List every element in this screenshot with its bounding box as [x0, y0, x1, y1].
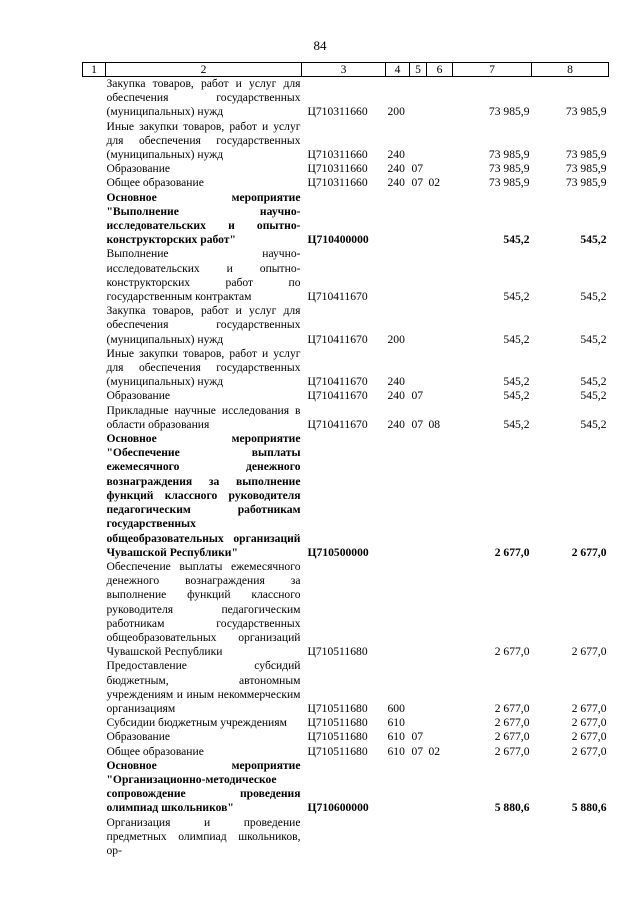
- table-row: [83, 162, 609, 176]
- row-name: Прикладные научные исследования в области образования: [106, 403, 301, 431]
- row-pr: [427, 347, 453, 390]
- row-name: Основное мероприятие "Обеспечение выплаты ежемесячного денежного вознаграждения за выполнение функций классного руководителя педагогическим работникам государственных общеобразовательных организаций Чувашской Республики": [106, 432, 301, 559]
- row-code: Ц710311660: [307, 148, 368, 162]
- row-code: Ц710511680: [307, 730, 368, 744]
- row-vr: 200: [387, 332, 405, 346]
- row-amount-7: 2 677,0: [494, 716, 530, 730]
- row-code: Ц710311660: [307, 105, 368, 119]
- row-amount-7: 2 677,0: [494, 701, 530, 715]
- row-vr: 240: [387, 375, 405, 389]
- row-num-cell: [83, 659, 106, 716]
- table-row: [83, 560, 609, 659]
- row-code: Ц710411670: [307, 332, 368, 346]
- row-vr: [386, 759, 410, 816]
- row-amount-7: 545,2: [503, 389, 530, 403]
- row-code: Ц710411670: [307, 389, 368, 403]
- row-pr: [427, 191, 453, 248]
- row-rz: [410, 120, 427, 163]
- row-num-cell: [83, 247, 106, 304]
- table-row: [83, 191, 609, 248]
- row-amount-7: 73 985,9: [488, 105, 530, 119]
- table-row: [83, 759, 609, 816]
- header-col-1: 1: [83, 63, 106, 77]
- row-amount-7: [453, 816, 532, 859]
- row-vr: 240: [387, 162, 405, 176]
- header-col-2: 2: [106, 63, 302, 77]
- table-row: [83, 716, 609, 730]
- row-amount-8: 73 985,9: [565, 162, 607, 176]
- row-vr: 600: [387, 701, 405, 715]
- row-rz: [410, 432, 427, 560]
- row-amount-8: 2 677,0: [571, 744, 607, 758]
- table-row: [83, 77, 609, 120]
- row-num-cell: [83, 730, 106, 744]
- row-name: Закупка товаров, работ и услуг для обеспечения государственных (муниципальных) нужд: [106, 304, 301, 346]
- row-pr: 02: [428, 176, 441, 190]
- row-pr: [427, 432, 453, 560]
- row-vr: 610: [387, 744, 405, 758]
- row-vr: 240: [387, 148, 405, 162]
- row-pr: [427, 560, 453, 659]
- header-col-5: 5: [410, 63, 427, 77]
- row-rz: [410, 77, 427, 120]
- row-vr: 200: [387, 105, 405, 119]
- row-num-cell: [83, 816, 106, 859]
- row-amount-8: 73 985,9: [565, 176, 607, 190]
- row-amount-8: 2 677,0: [571, 645, 607, 659]
- row-num-cell: [83, 716, 106, 730]
- row-code: Ц710411670: [307, 417, 368, 431]
- row-num-cell: [83, 347, 106, 390]
- row-amount-8: 2 677,0: [571, 716, 607, 730]
- row-pr: [427, 389, 453, 403]
- row-amount-7: 545,2: [503, 375, 530, 389]
- row-pr: [427, 759, 453, 816]
- row-amount-7: 545,2: [503, 290, 530, 304]
- header-col-7: 7: [453, 63, 532, 77]
- row-num-cell: [83, 191, 106, 248]
- row-rz: [410, 659, 427, 716]
- table-row: [83, 745, 609, 759]
- row-code: Ц710511680: [307, 645, 368, 659]
- row-amount-7: 5 880,6: [494, 801, 530, 815]
- table-row: [83, 176, 609, 190]
- row-rz: [410, 304, 427, 347]
- row-vr: 240: [387, 389, 405, 403]
- row-amount-7: 545,2: [503, 233, 530, 247]
- table-row: [83, 730, 609, 744]
- row-rz: 07: [411, 730, 424, 744]
- header-row: [83, 63, 609, 77]
- header-col-4: 4: [386, 63, 410, 77]
- row-amount-8: 545,2: [580, 417, 607, 431]
- row-amount-7: 73 985,9: [488, 176, 530, 190]
- row-code: Ц710411670: [307, 375, 368, 389]
- row-rz: [410, 191, 427, 248]
- header-col-3: 3: [302, 63, 386, 77]
- row-rz: 07: [411, 176, 424, 190]
- page-number: 84: [313, 38, 327, 53]
- row-name: Образование: [106, 730, 171, 744]
- row-num-cell: [83, 404, 106, 432]
- row-rz: [410, 759, 427, 816]
- header-col-8: 8: [532, 63, 609, 77]
- row-name: Общее образование: [106, 176, 204, 190]
- row-vr: [386, 816, 410, 859]
- row-name: Основное мероприятие "Выполнение научно-исследовательских и опытно-конструкторских работ": [106, 190, 301, 247]
- row-pr: [427, 730, 453, 744]
- row-rz: [410, 247, 427, 304]
- row-vr: [386, 247, 410, 304]
- table-row: [83, 347, 609, 390]
- row-rz: 07: [411, 744, 424, 758]
- row-vr: 240: [387, 176, 405, 190]
- row-amount-8: 545,2: [580, 389, 607, 403]
- row-vr: [386, 432, 410, 560]
- row-code: Ц710311660: [307, 162, 368, 176]
- row-num-cell: [83, 745, 106, 759]
- row-name: Основное мероприятие "Организационно-методическое сопровождение проведения олимпиад школьников": [106, 758, 301, 815]
- row-vr: [386, 560, 410, 659]
- row-num-cell: [83, 176, 106, 190]
- row-pr: [427, 659, 453, 716]
- row-name: Иные закупки товаров, работ и услуг для обеспечения государственных (муниципальных) нужд: [106, 346, 301, 389]
- table-row: [83, 389, 609, 403]
- row-amount-8: 2 677,0: [571, 730, 607, 744]
- row-num-cell: [83, 759, 106, 816]
- row-rz: 07: [411, 389, 424, 403]
- row-vr: 240: [387, 417, 405, 431]
- table-row: [83, 304, 609, 347]
- row-pr: [427, 247, 453, 304]
- row-name: Выполнение научно-исследовательских и опытно-конструкторских работ по государственным контрактам: [106, 247, 301, 304]
- row-amount-8: 545,2: [580, 233, 607, 247]
- row-code: Ц710411670: [307, 290, 368, 304]
- row-code: Ц710311660: [307, 176, 368, 190]
- row-num-cell: [83, 77, 106, 120]
- header-col-6: 6: [427, 63, 453, 77]
- row-amount-8: 73 985,9: [565, 105, 607, 119]
- row-amount-8: 545,2: [580, 290, 607, 304]
- row-vr: 610: [387, 716, 405, 730]
- row-amount-7: 2 677,0: [494, 645, 530, 659]
- row-pr: [427, 716, 453, 730]
- row-amount-7: 73 985,9: [488, 148, 530, 162]
- table-row: [83, 816, 609, 859]
- row-num-cell: [83, 432, 106, 560]
- row-code: Ц710511680: [307, 716, 368, 730]
- table-row: [83, 247, 609, 304]
- row-num-cell: [83, 389, 106, 403]
- row-code: Ц710511680: [307, 701, 368, 715]
- table-row: [83, 404, 609, 432]
- row-rz: [410, 816, 427, 859]
- row-pr: 08: [428, 417, 441, 431]
- row-code: [302, 816, 386, 859]
- row-pr: 02: [428, 744, 441, 758]
- row-code: Ц710600000: [307, 801, 369, 815]
- row-pr: [427, 162, 453, 176]
- row-amount-8: 2 677,0: [571, 545, 607, 559]
- table-header: [83, 63, 609, 77]
- row-rz: 07: [411, 417, 424, 431]
- row-rz: [410, 560, 427, 659]
- row-name: Субсидии бюджетным учреждениям: [106, 716, 287, 730]
- row-name: Образование: [106, 389, 171, 403]
- row-code: Ц710500000: [307, 545, 369, 559]
- row-rz: 07: [411, 162, 424, 176]
- table-body: [83, 77, 609, 859]
- table-row: [83, 432, 609, 560]
- row-amount-8: 545,2: [580, 375, 607, 389]
- row-amount-7: 2 677,0: [494, 744, 530, 758]
- row-rz: [410, 716, 427, 730]
- row-amount-8: 73 985,9: [565, 148, 607, 162]
- row-num-cell: [83, 304, 106, 347]
- row-name: Организация и проведение предметных олимпиад школьников, ор-: [106, 815, 301, 857]
- row-name: Образование: [106, 162, 171, 176]
- row-amount-7: 2 677,0: [494, 730, 530, 744]
- row-amount-7: 2 677,0: [494, 545, 530, 559]
- row-pr: [427, 816, 453, 859]
- row-amount-8: [532, 816, 609, 859]
- row-amount-7: 545,2: [503, 417, 530, 431]
- row-rz: [410, 347, 427, 390]
- row-amount-7: 545,2: [503, 332, 530, 346]
- row-name: Иные закупки товаров, работ и услуг для обеспечения государственных (муниципальных) нужд: [106, 119, 301, 162]
- table-row: [83, 659, 609, 716]
- table-row: [83, 120, 609, 163]
- row-num-cell: [83, 120, 106, 163]
- row-num-cell: [83, 162, 106, 176]
- row-vr: [386, 191, 410, 248]
- row-code: Ц710400000: [307, 233, 369, 247]
- row-name: Общее образование: [106, 744, 204, 758]
- row-name: Закупка товаров, работ и услуг для обеспечения государственных (муниципальных) нужд: [106, 77, 301, 119]
- row-amount-8: 2 677,0: [571, 701, 607, 715]
- row-vr: 610: [387, 730, 405, 744]
- row-pr: [427, 304, 453, 347]
- row-amount-7: 73 985,9: [488, 162, 530, 176]
- row-amount-8: 545,2: [580, 332, 607, 346]
- row-name: Предоставление субсидий бюджетным, автономным учреждениям и иным некоммерческим организациям: [106, 659, 301, 715]
- row-code: Ц710511680: [307, 744, 368, 758]
- row-amount-8: 5 880,6: [571, 801, 607, 815]
- row-num-cell: [83, 560, 106, 659]
- row-name: Обеспечение выплаты ежемесячного денежного вознаграждения за выполнение функций классного руководителя педагогическим работникам государственных общеобразовательных организаций Чувашской Республики: [106, 559, 301, 659]
- row-pr: [427, 120, 453, 163]
- row-pr: [427, 77, 453, 120]
- budget-table: [82, 62, 609, 858]
